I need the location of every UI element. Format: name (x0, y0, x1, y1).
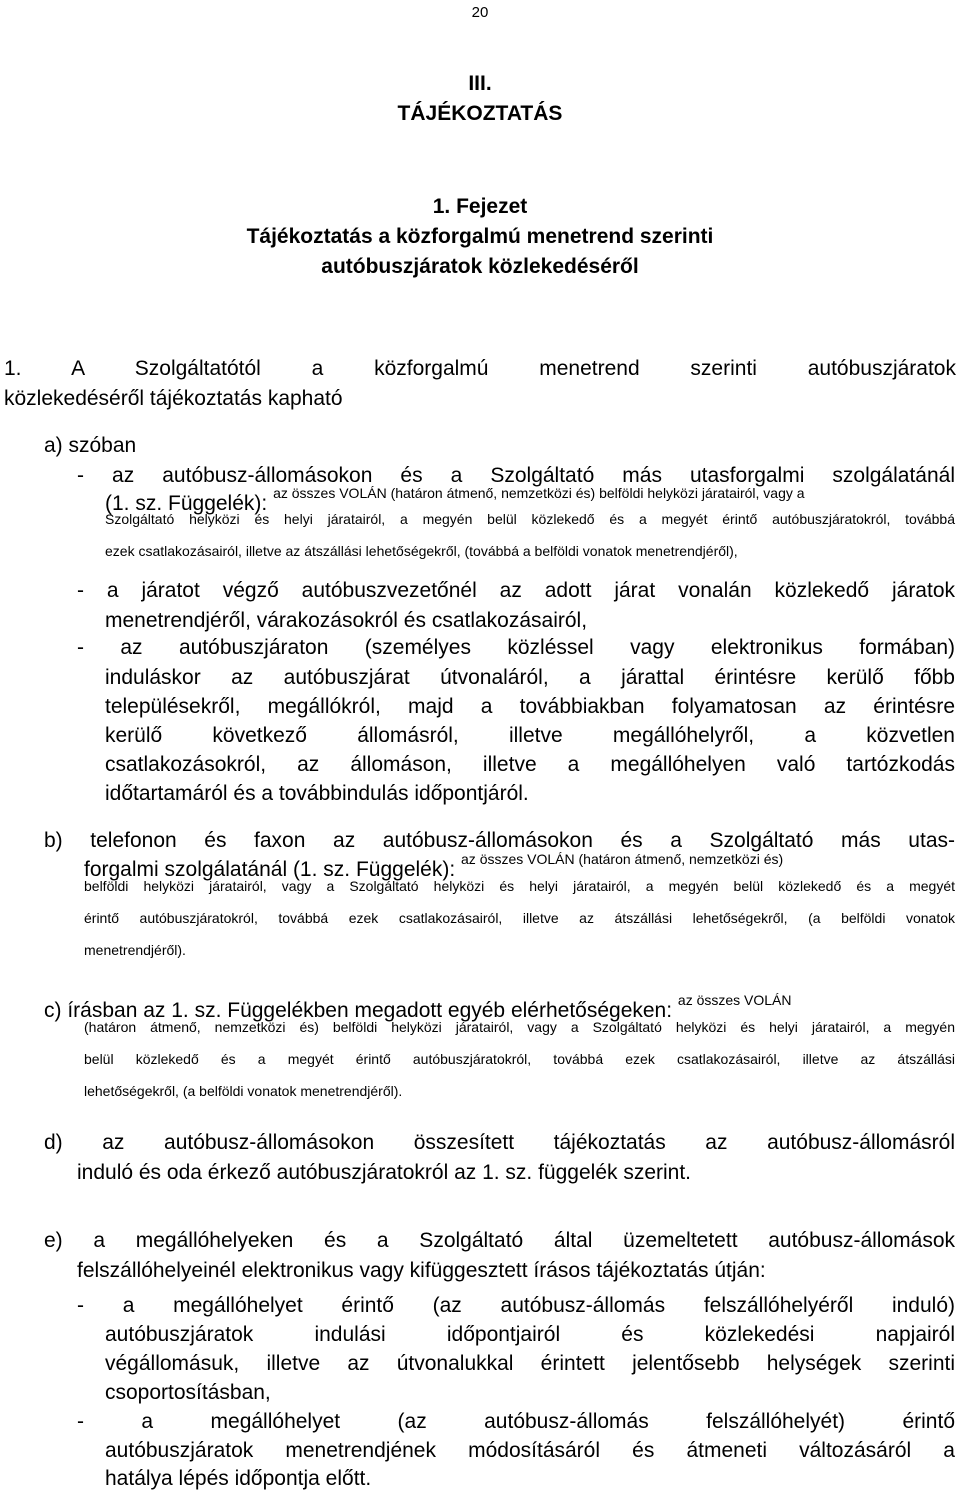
chapter-number: 1. Fejezet (432, 195, 528, 218)
section-e-dash1-line3: végállomásuk, illetve az útvonalukkal érintett jelentősebb helységek szerinti (105, 1352, 955, 1375)
section-a-dash1-line1: - az autóbusz-állomásokon és a Szolgáltató más utasforgalmi szolgálatánál (77, 464, 955, 487)
section-d-line2: induló és oda érkező autóbuszjáratokról az 1. sz. függelék szerint. (77, 1161, 692, 1184)
section-c-small2: belül közlekedő és a megyét érintő autóbuszjáratokról, továbbá ezek csatlakozásairól, illetve az átszállási (84, 1051, 955, 1067)
section-b-small-tail: az összes VOLÁN (határon átmenő, nemzetközi és) (461, 851, 784, 867)
section-e-dash1-line4: csoportosításban, (105, 1381, 271, 1404)
section-e-line1: e) a megállóhelyeken és a Szolgáltató által üzemeltetett autóbusz-állomások (44, 1229, 955, 1252)
intro-line1: 1. A Szolgáltatótól a közforgalmú menetrend szerinti autóbuszjáratok (4, 357, 956, 380)
section-b-small3: menetrendjéről). (84, 942, 186, 958)
section-c-small1: (határon átmenő, nemzetközi és) belföldi helyközi járatairól, vagy a Szolgáltató helyközi és helyi járatairól, a megyén (84, 1019, 955, 1035)
chapter-title-line2: autóbuszjáratok közlekedéséről (321, 255, 639, 278)
section-a-dash3-line4: kerülő következő állomásról, illetve megállóhelyről, a közvetlen (105, 724, 955, 747)
section-c-small3: lehetőségekről, (a belföldi vonatok menetrendjéről). (84, 1083, 403, 1099)
section-b-small2: érintő autóbuszjáratokról, továbbá ezek csatlakozásairól, illetve az átszállási lehetőségekről, (a belföldi vonatok (84, 910, 955, 926)
section-a-dash1-small3: ezek csatlakozásairól, illetve az átszállási lehetőségekről, (továbbá a belföldi vonatok menetrendjéről), (105, 543, 738, 559)
part-title: TÁJÉKOZTATÁS (397, 102, 563, 125)
section-c-small-tail: az összes VOLÁN (677, 992, 792, 1008)
section-e-dash2-line2: autóbuszjáratok menetrendjének módosításáról és átmeneti változásáról a (105, 1439, 955, 1462)
section-e-dash2-line3: hatálya lépés időpontja előtt. (105, 1467, 372, 1490)
section-b-lead-text: forgalmi szolgálatánál (1. sz. Függelék): (84, 858, 456, 881)
section-a-label: a) szóban (44, 434, 137, 457)
section-a-dash1-small2: Szolgáltató helyközi és helyi járatairól, a megyén belül közlekedő és a megyét érintő autóbuszjáratokról, továbbá (105, 511, 955, 527)
section-e-dash2-line1: - a megállóhelyet (az autóbusz-állomás felszállóhelyét) érintő (77, 1410, 955, 1433)
section-a-dash3-line6: időtartamáról és a továbbindulás időpontjáról. (105, 782, 529, 805)
section-a-dash3-line2: induláskor az autóbuszjárat útvonaláról, a járattal érintésre kerülő főbb (105, 666, 955, 689)
section-d-line1: d) az autóbusz-állomásokon összesített tájékoztatás az autóbusz-állomásról (44, 1131, 955, 1154)
intro-line2: közlekedéséről tájékoztatás kapható (4, 387, 343, 410)
section-a-dash2-line2: menetrendjéről, várakozásokról és csatlakozásairól, (105, 609, 588, 632)
section-b-line1: b) telefonon és faxon az autóbusz-állomásokon és a Szolgáltató más utas- (44, 829, 955, 852)
section-e-dash1-line2: autóbuszjáratok indulási időpontjairól és közlekedési napjairól (105, 1323, 955, 1346)
section-a-dash3-line5: csatlakozásokról, az állomáson, illetve a megállóhelyen való tartózkodás (105, 753, 955, 776)
section-a-dash2-line1: - a járatot végző autóbuszvezetőnél az adott járat vonalán közlekedő járatok (77, 579, 955, 602)
section-a-dash3-line3: településekről, megállókról, majd a továbbiakban folyamatosan az érintésre (105, 695, 955, 718)
section-c-lead-text: c) írásban az 1. sz. Függelékben megadott egyéb elérhetőségeken: (44, 999, 673, 1022)
section-e-line2: felszállóhelyeinél elektronikus vagy kifüggesztett írásos tájékoztatás útján: (77, 1259, 766, 1282)
section-a-dash1-small1: az összes VOLÁN (határon átmenő, nemzetközi és) belföldi helyközi járatairól, vagy a (273, 485, 805, 501)
section-b-small1: belföldi helyközi járatairól, vagy a Szolgáltató helyközi és helyi járatairól, a megyén belül közlekedő és a megyét (84, 878, 955, 894)
section-e-dash1-line1: - a megállóhelyet érintő (az autóbusz-állomás felszállóhelyéről induló) (77, 1294, 955, 1317)
page-number: 20 (471, 4, 489, 21)
part-number: III. (468, 72, 492, 95)
section-a-dash3-line1: - az autóbuszjáraton (személyes közléssel vagy elektronikus formában) (77, 636, 955, 659)
section-a-dash1-lead-text: (1. sz. Függelék): (105, 492, 268, 515)
chapter-title-line1: Tájékoztatás a közforgalmú menetrend szerinti (246, 225, 714, 248)
